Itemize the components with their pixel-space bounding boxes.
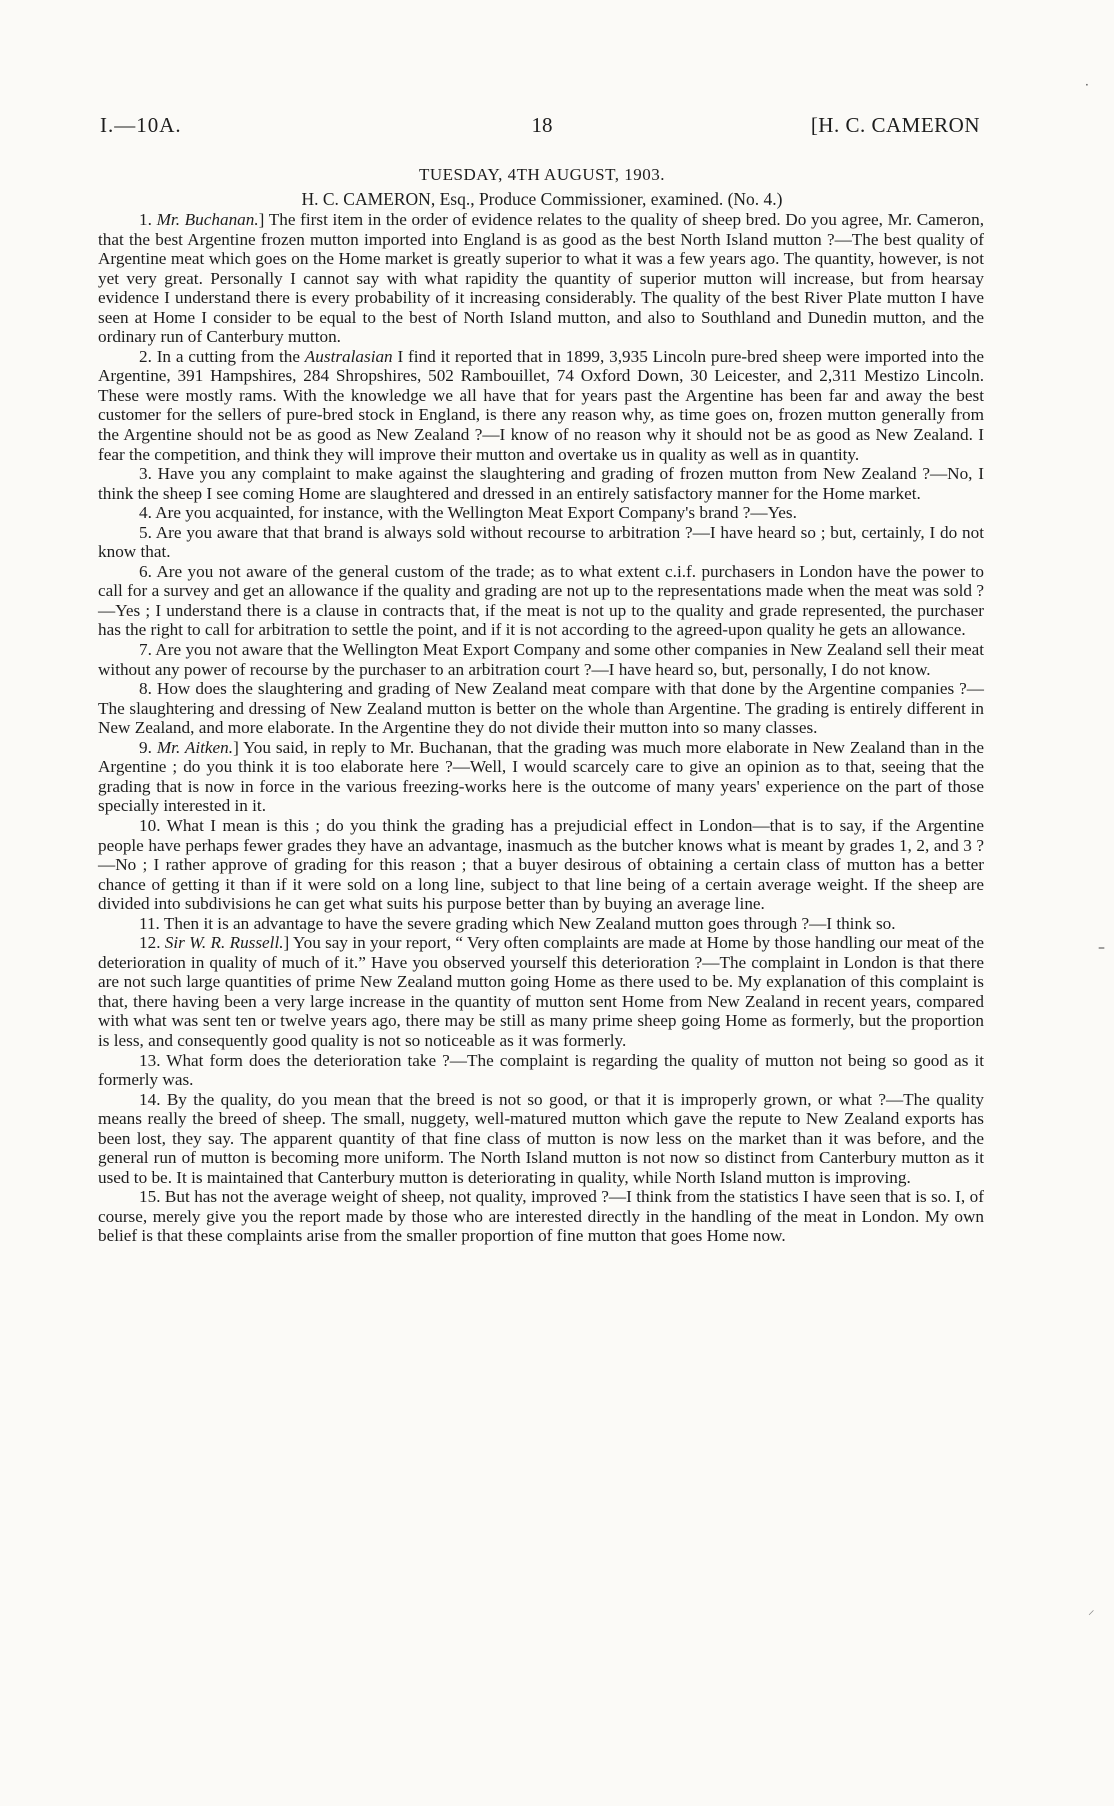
evidence-paragraph — [98, 562, 984, 640]
scan-speck: · — [1085, 78, 1089, 92]
paragraph-text: 11. Then it is an advantage to have the severe grading which New Zealand mutton goes through ?—I think so. — [139, 913, 896, 933]
speaker-name: Sir W. R. Russell. — [164, 933, 284, 953]
paragraph-text: 3. Have you any complaint to make against the slaughtering and grading of frozen mutton from New Zealand ?—No, I think the sheep I see coming Home are slaughtered and dressed in an entirely satisfactory manner for the Home market. — [98, 464, 984, 503]
evidence-paragraph — [98, 914, 984, 934]
paragraph-text: 8. How does the slaughtering and grading of New Zealand meat compare with that done by the Argentine companies ?—The slaughtering and dressing of New Zealand mutton is better on the whole than Argentine. The grading is entirely different in New Zealand, and more elaborate. In the Argentine they do not divide their mutton into so many classes. — [98, 679, 984, 738]
witness-heading — [100, 189, 984, 210]
witness-description: , Esq., Produce Commissioner, examined. (No. 4.) — [430, 189, 783, 209]
page-number: 18 — [531, 113, 553, 137]
question-number: 1. — [139, 210, 157, 229]
scan-speck: ⸝ — [1088, 1603, 1095, 1618]
evidence-paragraph — [98, 464, 984, 503]
paragraph-text: ] You say in your report, “ Very often complaints are made at Home by those handling our meat of the deterioration in quality of much of it.” Have you observed yourself this deterioration ?—The complaint in London is that there are not such large quantities of prime New Zealand mutton going Home as there used to be. My explanation of this complaint is that, there having been a very large increase in the quantity of mutton sent Home from New Zealand in recent years, compared with what was sent ten or twelve years ago, there may be still as many prime sheep going Home as formerly, but the proportion is less, and consequently good quality is not so noticeable as it was formerly. — [98, 933, 985, 1050]
question-number: 12. — [139, 933, 165, 953]
evidence-paragraph — [98, 640, 984, 679]
evidence-paragraph — [98, 347, 984, 464]
paragraph-text: 6. Are you not aware of the general custom of the trade; as to what extent c.i.f. purchasers in London have the power to call for a survey and get an allowance if the quality and grading are not up to the representations made when the meat was sold ?—Yes ; I understand there is a clause in contracts that, if the meat is not up to the quality and grade represented, the purchaser has the right to call for arbitration to settle the point, and if it is not according to the agreed-upon quality he gets an allowance. — [98, 561, 984, 640]
paragraph-text: ] You said, in reply to Mr. Buchanan, that the grading was much more elaborate in New Zealand than in the Argentine ; do you think it is too elaborate here ?—Well, I would scarcely care to give an opinion as to that, seeing that the grading that is now in force in the various freezing-works here is the outcome of many years' experience on the part of those specially interested in it. — [98, 737, 984, 816]
paragraph-text: I find it reported that in 1899, 3,935 Lincoln pure-bred sheep were imported into the Argentine, 391 Hampshires, 284 Shropshires, 502 Rambouillet, 74 Oxford Down, 30 Leicester, and 2,311 Mestizo Lincoln. These were mostly rams. With the knowledge we all have that for years past the Argentine has been far and away the best customer for the sellers of pure-bred stock in England, is there any reason why, as time goes on, frozen mutton generally from the Argentine should not be as good as New Zealand ?—I know of no reason why it should not be as good as New Zealand. I fear the competition, and think they will improve their mutton and overtake us in quality as well as in quantity. — [98, 346, 984, 464]
evidence-paragraph — [98, 1187, 984, 1246]
paragraph-text: 4. Are you acquainted, for instance, with the Wellington Meat Export Company's brand ?—Yes. — [139, 503, 797, 523]
document-reference: I.—10A. — [100, 113, 182, 137]
speaker-name: Mr. Buchanan. — [156, 210, 259, 229]
evidence-paragraph — [98, 1090, 984, 1188]
publication-title: Australasian — [304, 346, 393, 366]
evidence-paragraph — [98, 523, 984, 562]
evidence-paragraph — [98, 738, 984, 816]
witness-name: H. C. CAMERON — [301, 189, 431, 209]
session-date: TUESDAY, 4TH AUGUST, 1903. — [419, 165, 665, 184]
paragraph-text: 7. Are you not aware that the Wellington Meat Export Company and some other companies in New Zealand sell their meat without any power of recourse by the purchaser to an arbitration court ?—I have heard so, but, personally, I do not know. — [98, 640, 984, 679]
evidence-body — [98, 210, 984, 1246]
evidence-paragraph — [98, 679, 984, 738]
question-number: 2. In a cutting from the — [139, 346, 305, 366]
paragraph-text: 5. Are you aware that that brand is always sold without recourse to arbitration ?—I have heard so ; but, certainly, I do not know that. — [98, 522, 984, 562]
witness-running-title: [H. C. CAMERON — [810, 113, 980, 137]
running-head — [100, 113, 984, 143]
evidence-paragraph — [98, 933, 984, 1050]
evidence-paragraph — [98, 210, 984, 347]
question-number: 9. — [139, 737, 157, 757]
paragraph-text: 10. What I mean is this ; do you think the grading has a prejudicial effect in London—that is to say, if the Argentine people have perhaps fewer grades they have an advantage, inasmuch as the butcher knows what is meant by grades 1, 2, and 3 ?—No ; I rather approve of grading for this reason ; that a buyer desirous of obtaining a certain class of mutton has a better chance of getting it than if it were sold on a long line, subject to that line being of a certain average weight. If the sheep are divided into subdivisions he can get what suits his purpose better than by buying an average line. — [98, 815, 984, 914]
scan-dash-mark: – — [1098, 940, 1105, 956]
paragraph-text: 14. By the quality, do you mean that the breed is not so good, or that it is improperly grown, or what ?—The quality means really the breed of sheep. The small, nuggety, well-matured mutton which gave the repute to New Zealand exports has been lost, they say. The apparent quantity of that fine class of mutton is now less on the market than it was before, and the general run of mutton is becoming more uniform. The North Island mutton is not now so distinct from Canterbury mutton as it used to be. It is maintained that Canterbury mutton is deteriorating in quality, while North Island mutton is improving. — [98, 1089, 984, 1187]
paragraph-text: 15. But has not the average weight of sheep, not quality, improved ?—I think from the statistics I have seen that is so. I, of course, merely give you the report made by those who are interested directly in the handling of the meat in London. My own belief is that these complaints arise from the smaller proportion of fine mutton that goes Home now. — [98, 1187, 984, 1246]
evidence-paragraph — [98, 1051, 984, 1090]
paragraph-text: 13. What form does the deterioration take ?—The complaint is regarding the quality of mutton not being so good as it formerly was. — [98, 1050, 984, 1090]
evidence-paragraph — [98, 503, 984, 523]
speaker-name: Mr. Aitken. — [156, 737, 234, 757]
paragraph-text: ] The first item in the order of evidence relates to the quality of sheep bred. Do you agree, Mr. Cameron, that the best Argentine frozen mutton imported into England is as good as the best North Island mutton ?—The best quality of Argentine meat which goes on the Home market is greatly superior to what it was a few years ago. The quantity, however, is not yet very great. Personally I cannot say with what rapidity the quantity of superior mutton will increase, but from hearsay evidence I understand there is every probability of it increasing considerably. The quality of the best River Plate mutton I have seen at Home I consider to be equal to the best of North Island mutton, and also to Southland and Dunedin mutton, and the ordinary run of Canterbury mutton. — [98, 210, 985, 347]
evidence-paragraph — [98, 816, 984, 914]
